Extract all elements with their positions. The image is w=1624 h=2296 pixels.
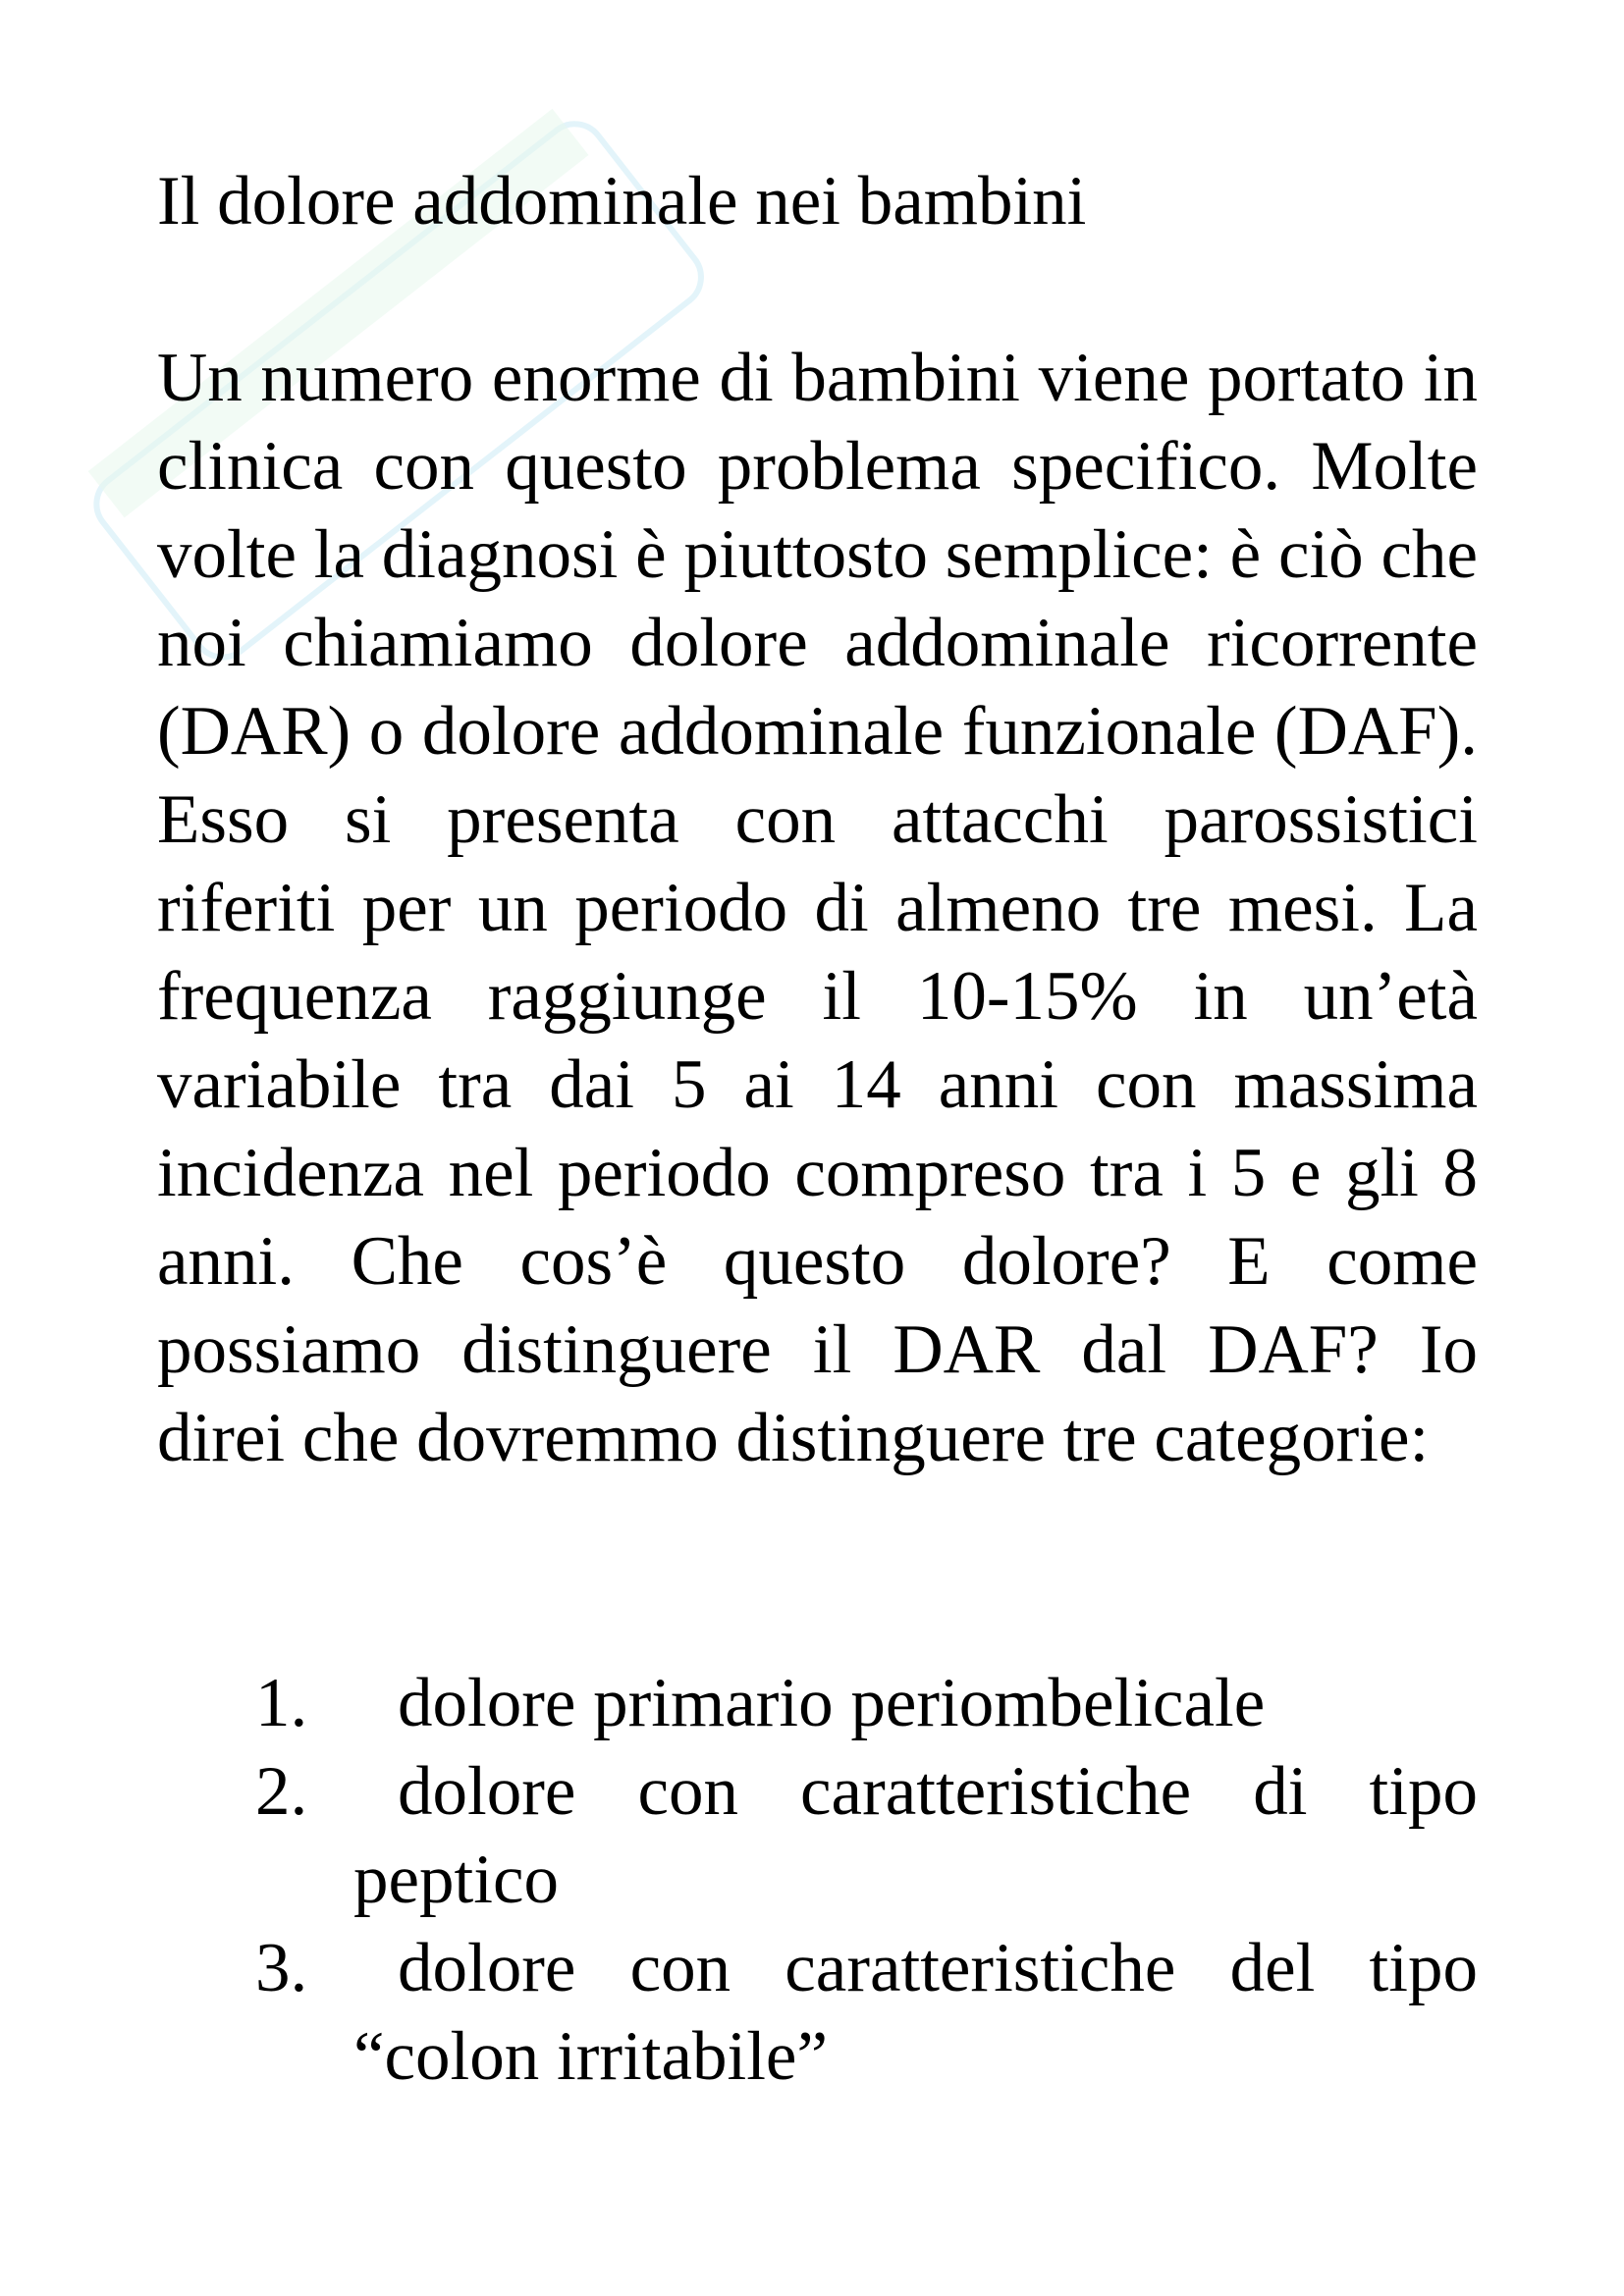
list-item [255,1659,1478,1747]
list-item-number: 1. [255,1665,308,1741]
document-title: Il dolore addominale nei bambini [157,163,1087,240]
categories-list [157,1659,1478,2101]
list-item [255,1747,1478,1924]
list-item-text: dolore con caratteristiche di tipo peptico [353,1753,1478,1918]
list-item-number: 3. [255,1930,308,2006]
body-paragraph: Un numero enorme di bambini viene portato in clinica con questo problema specifico. Molte volte la diagnosi è piuttosto semplice: è ciò che noi chiamiamo dolore addominale ricorrente (DAR) o dolore addominale funzionale (DAF). Esso si presenta con attacchi parossistici riferiti per un periodo di almeno tre mesi. La frequenza raggiunge il 10-15% in un’età variabile tra dai 5 ai 14 anni con massima incidenza nel periodo compreso tra i 5 e gli 8 anni. Che cos’è questo dolore? E come possiamo distinguere il DAR dal DAF? Io direi che dovremmo distinguere tre categorie: [157,340,1478,1476]
list-item-text: dolore con caratteristiche del tipo “colon irritabile” [353,1930,1478,2095]
list-item-number: 2. [255,1753,308,1830]
list-item-text: dolore primario periombelicale [398,1665,1266,1741]
list-item [255,1924,1478,2101]
